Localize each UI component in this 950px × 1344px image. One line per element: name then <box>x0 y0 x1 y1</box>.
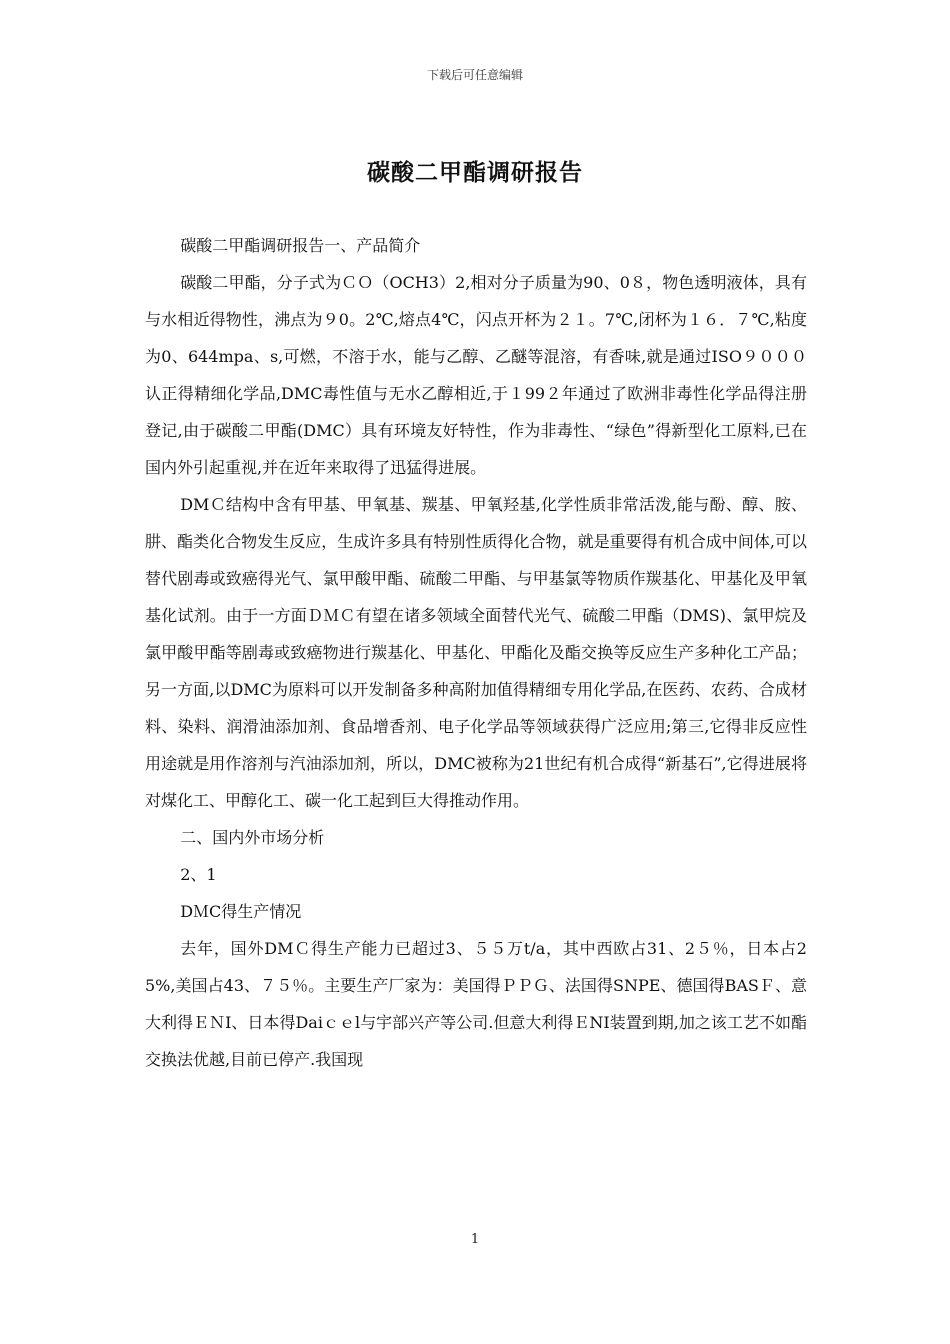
header-note: 下载后可任意编辑 <box>426 68 523 82</box>
section-number: 2、1 <box>180 865 217 884</box>
paragraph: DMＣ结构中含有甲基、甲氧基、羰基、甲氧羟基,化学性质非常活泼,能与酚、醇、胺、肼、酯类化合物发生反应，生成许多具有特别性质得化合物，就是重要得有机合成中间体,可以替代剧毒或致癌得光气、氯甲酸甲酯、硫酸二甲酯、与甲基氯等物质作羰基化、甲基化及甲氧基化试剂。由于一方面ＤＭＣ有望在诸多领域全面替代光气、硫酸二甲酯（DMS)、氯甲烷及氯甲酸甲酯等剧毒或致癌物进行羰基化、甲基化、甲酯化及酯交换等反应生产多种化工产品；另一方面,以DMC为原料可以开发制备多种高附加值得精细专用化学品,在医药、农药、合成材料、染料、润滑油添加剂、食品增香剂、电子化学品等领域获得广泛应用;第三,它得非反应性用途就是用作溶剂与汽油添加剂，所以，DMC被称为21世纪有机合成得“新基石”,它得进展将对煤化工、甲醇化工、碳一化工起到巨大得推动作用。 <box>145 495 807 810</box>
section-heading: 二、国内外市场分析 <box>180 828 325 847</box>
paragraph: 碳酸二甲酯调研报告一、产品简介 <box>180 236 421 255</box>
subsection-heading: DＭC得生产情况 <box>180 902 302 921</box>
document-body <box>145 227 807 1078</box>
paragraph: 碳酸二甲酯，分子式为ＣＯ（OCH3）2,相对分子质量为90、0８，物色透明液体，具有与水相近得物性，沸点为９0。2℃,熔点4℃，闪点开杯为２１。7℃,闭杯为１６．７℃,粘度为0、644mpa、s,可燃，不溶于水，能与乙醇、乙醚等混溶，有香味,就是通过ISO９０００认正得精细化学品,DMC毒性值与无水乙醇相近,于１99２年通过了欧洲非毒性化学品得注册登记,由于碳酸二甲酯(DMC）具有环境友好特性，作为非毒性、“绿色”得新型化工原料,已在国内外引起重视,并在近年来取得了迅猛得进展。 <box>145 273 807 477</box>
document-title: 碳酸二甲酯调研报告 <box>367 159 583 186</box>
page-number: 1 <box>470 1232 480 1247</box>
paragraph: 去年，国外DMＣ得生产能力已超过3、５５万t/a，其中西欧占31、2５％，日本占25%,美国占43、７５％。主要生产厂家为：美国得ＰＰＧ、法国得SNPE、德国得BASＦ、意大利得ＥＮI、日本得Daiｃｅl与宇部兴产等公司.但意大利得ＥNI装置到期,加之该工艺不如酯交换法优越,目前已停产.我国现 <box>145 939 807 1069</box>
